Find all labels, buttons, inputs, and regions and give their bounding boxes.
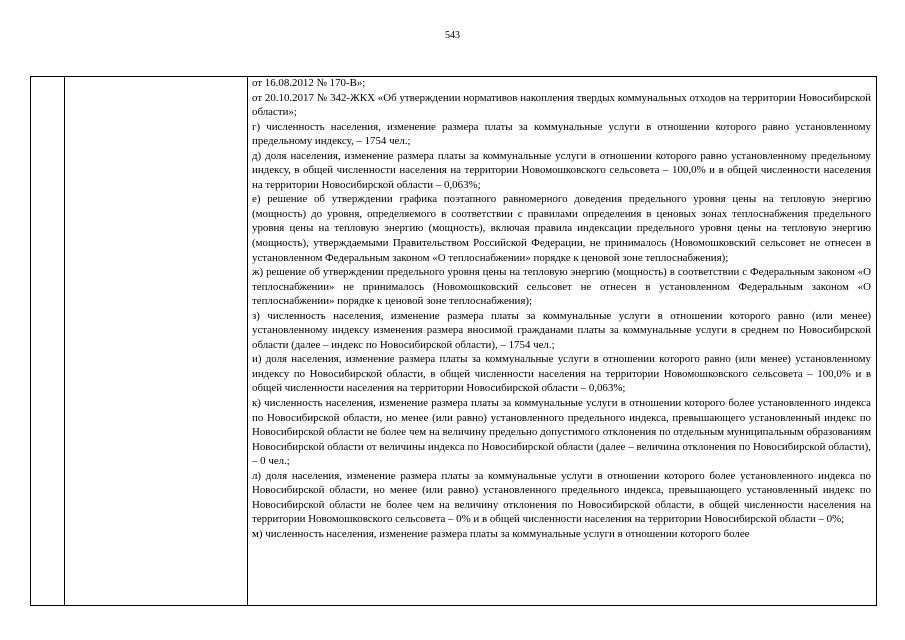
document-table [30,76,877,606]
paragraph: от 16.08.2012 № 170-В»; [252,77,366,89]
paragraph: к) численность населения, изменение размера платы за коммунальные услуги в отношении которого более установленного индекса по Новосибирской области, но менее (или равно) установленного предельного индекса, превышающего установленный индекс по Новосибирской области не более чем на величину предельно допустимого отклонения по отдельным муниципальным образованиям Новосибирской области от величины индекса по Новосибирской области (далее – величина отклонения по Новосибирской области), – 0 чел.; [252,397,871,468]
column-divider-1 [64,77,65,605]
page-number: 543 [445,30,460,41]
paragraph: д) доля населения, изменение размера платы за коммунальные услуги в отношении которого равно установленному предельному индексу, в общей численности населения на территории Новомошковского сельсовета – 100,0% и в общей численности населения на территории Новосибирской области – 0,063%; [252,149,871,191]
table-text-cell [252,76,871,605]
paragraph: ж) решение об утверждении предельного уровня цены на тепловую энергию (мощность) в соответствии с Федеральным законом «О теплоснабжении» не принималось (Новомошковский сельсовет не отнесен в установленном Федеральным законом «О теплоснабжении» порядке к ценовой зоне теплоснабжения); [252,266,871,308]
paragraph: л) доля населения, изменение размера платы за коммунальные услуги в отношении которого более установленного индекса по Новосибирской области, но менее (или равно) установленного предельного индекса, превышающего установленный индекс по Новосибирской области не более чем на величину отклонения по Новосибирской области, в общей численности населения на территории Новомошковского сельсовета – 0% и в общей численности населения на территории Новосибирской области – 0%; [252,469,871,526]
paragraph: м) численность населения, изменение размера платы за коммунальные услуги в отношении которого более [252,527,750,540]
paragraph: г) численность населения, изменение размера платы за коммунальные услуги в отношении которого равно установленному предельному индексу, – 1754 чел.; [252,120,871,148]
paragraph: з) численность населения, изменение размера платы за коммунальные услуги в отношении которого равно (или менее) установленному индексу изменения размера вносимой гражданами платы за коммунальные услуги в среднем по Новосибирской области (далее – индекс по Новосибирской области), – 1754 чел.; [252,309,871,351]
column-divider-2 [247,77,248,605]
paragraph: и) доля населения, изменение размера платы за коммунальные услуги в отношении которого равно (или менее) установленному индексу по Новосибирской области, в общей численности населения на территории Новомошковского сельсовета – 100,0% и в общей численности населения на территории Новосибирской области – 0,063%; [252,353,871,395]
paragraph: е) решение об утверждении графика поэтапного равномерного доведения предельного уровня цены на тепловую энергию (мощность) до уровня, определяемого в соответствии с правилами определения в ценовых зонах теплоснабжения предельного уровня цены на тепловую энергию (мощность), включая правила индексации предельного уровня цены на тепловую энергию (мощность), утверждаемыми Правительством Российской Федерации, не принималось (Новомошковский сельсовет не отнесен в установленном Федеральным законом «О теплоснабжении» порядке к ценовой зоне теплоснабжения); [252,193,871,264]
paragraph: от 20.10.2017 № 342-ЖКХ «Об утверждении нормативов накопления твердых коммунальных отходов на территории Новосибирской области»; [252,91,871,119]
